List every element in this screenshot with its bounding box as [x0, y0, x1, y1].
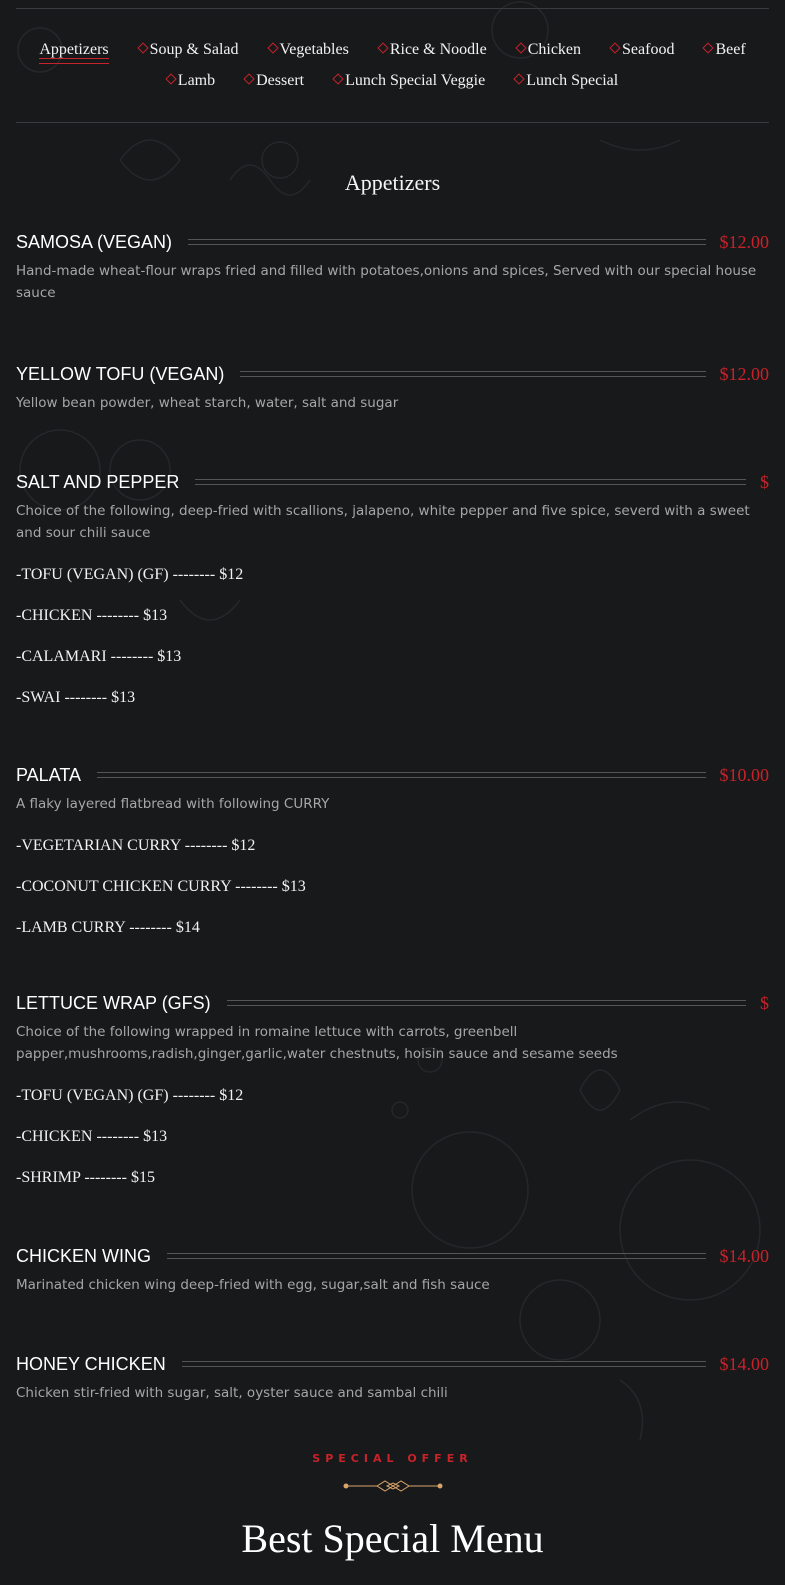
menu-item-description: Chicken stir-fried with sugar, salt, oyster sauce and sambal chili [16, 1385, 448, 1401]
tab-rice-noodle[interactable] [379, 34, 487, 65]
menu-item-price: $12.00 [719, 363, 769, 384]
menu-item-option: -CHICKEN -------- $13 [16, 1128, 168, 1145]
tab-lunch-special-veggie[interactable] [334, 65, 485, 96]
special-menu-title: Best Special Menu [241, 1516, 544, 1561]
leader-line [227, 1000, 746, 1006]
tab-label: Lunch Special Veggie [345, 72, 486, 89]
menu-item-option: -SHRIMP -------- $15 [16, 1169, 155, 1186]
diamond-icon [515, 43, 526, 54]
special-offer-section [0, 1452, 785, 1562]
menu-item-name: LETTUCE WRAP (GFS) [16, 992, 211, 1013]
special-offer-kicker: SPECIAL OFFER [312, 1452, 473, 1465]
menu-item-description: A flaky layered flatbread with following CURRY [16, 796, 330, 812]
leader-line [195, 479, 746, 485]
leader-line [188, 239, 705, 245]
tab-label: Chicken [527, 41, 582, 58]
diamond-icon [332, 74, 343, 85]
menu-item-option: -TOFU (VEGAN) (GF) -------- $12 [16, 1087, 244, 1104]
menu-item-option: -COCONUT CHICKEN CURRY -------- $13 [16, 878, 306, 895]
menu-item-header [16, 1348, 769, 1380]
tab-vegetables[interactable] [269, 34, 349, 65]
tab-label: Lamb [177, 72, 216, 89]
menu-item-description: Marinated chicken wing deep-fried with egg, sugar,salt and fish sauce [16, 1277, 490, 1293]
menu-item [16, 1348, 769, 1404]
menu-item [16, 759, 769, 938]
ornament-divider [0, 1479, 785, 1497]
menu-item-header [16, 358, 769, 390]
menu-item-description: Yellow bean powder, wheat starch, water, salt and sugar [16, 395, 399, 411]
diamond-icon [377, 43, 388, 54]
top-divider [16, 8, 769, 9]
menu-item-name: PALATA [16, 764, 82, 785]
tab-seafood[interactable] [611, 34, 674, 65]
tab-lunch-special[interactable] [515, 65, 618, 96]
tab-label: Soup & Salad [149, 41, 239, 58]
tab-label: Dessert [256, 72, 305, 89]
menu-item-name: SALT AND PEPPER [16, 471, 180, 492]
menu-item-option: -TOFU (VEGAN) (GF) -------- $12 [16, 566, 244, 583]
tab-label: Rice & Noodle [389, 41, 487, 58]
menu-item-price: $14.00 [719, 1353, 769, 1374]
menu-item-option: -LAMB CURRY -------- $14 [16, 919, 200, 936]
menu-item [16, 466, 769, 708]
menu-item-price: $12.00 [719, 231, 769, 252]
tab-label: Beef [715, 41, 746, 58]
leader-line [240, 371, 705, 377]
menu-item-description: Choice of the following, deep-fried with scallions, jalapeno, white pepper and five spice, severd with a sweet and sour chili sauce [16, 503, 750, 541]
menu-item-description: Hand-made wheat-flour wraps fried and filled with potatoes,onions and spices, Served with our special house sauce [16, 263, 757, 301]
menu-list [16, 226, 769, 1404]
diamond-icon [243, 74, 254, 85]
menu-item-header [16, 466, 769, 498]
tab-label: Seafood [622, 41, 675, 58]
section-title: Appetizers [344, 170, 441, 195]
menu-item [16, 1240, 769, 1296]
menu-item-price: $14.00 [719, 1245, 769, 1266]
menu-item-name: YELLOW TOFU (VEGAN) [16, 363, 225, 384]
tab-beef[interactable] [704, 34, 745, 65]
menu-item [16, 987, 769, 1188]
menu-item-header [16, 987, 769, 1019]
menu-item-header [16, 759, 769, 791]
menu-item-description: Choice of the following wrapped in romaine lettuce with carrots, greenbell papper,mushrooms,radish,ginger,garlic,water chestnuts, hoisin sauce and sesame seeds [16, 1024, 618, 1062]
tab-lamb[interactable] [167, 65, 215, 96]
tab-dessert[interactable] [245, 65, 304, 96]
menu-item-name: SAMOSA (VEGAN) [16, 231, 173, 252]
tab-label: Appetizers [39, 41, 109, 58]
menu-item-header [16, 1240, 769, 1272]
menu-item-price: $ [760, 992, 769, 1013]
menu-item-option: -CALAMARI -------- $13 [16, 648, 182, 665]
menu-item [16, 226, 769, 304]
tab-appetizers[interactable] [39, 34, 108, 65]
leader-line [167, 1253, 706, 1259]
menu-item-option: -VEGETARIAN CURRY -------- $12 [16, 837, 256, 854]
menu-item-name: HONEY CHICKEN [16, 1353, 166, 1374]
diamond-icon [703, 43, 714, 54]
diamond-icon [514, 74, 525, 85]
tab-chicken[interactable] [517, 34, 581, 65]
tab-label: Vegetables [279, 41, 349, 58]
category-tabs-bar [16, 34, 769, 123]
menu-item [16, 358, 769, 414]
menu-item-price: $10.00 [719, 764, 769, 785]
menu-item-name: CHICKEN WING [16, 1245, 151, 1266]
diamond-icon [267, 43, 278, 54]
menu-item-option: -CHICKEN -------- $13 [16, 607, 168, 624]
diamond-icon [137, 43, 148, 54]
category-tabs [16, 34, 769, 96]
leader-line [97, 772, 705, 778]
menu-item-option: -SWAI -------- $13 [16, 689, 136, 706]
diamond-icon [165, 74, 176, 85]
menu-item-price: $ [760, 471, 769, 492]
tab-soup-salad[interactable] [139, 34, 239, 65]
diamond-icon [609, 43, 620, 54]
leader-line [182, 1361, 706, 1367]
tab-label: Lunch Special [526, 72, 619, 89]
menu-item-header [16, 226, 769, 258]
